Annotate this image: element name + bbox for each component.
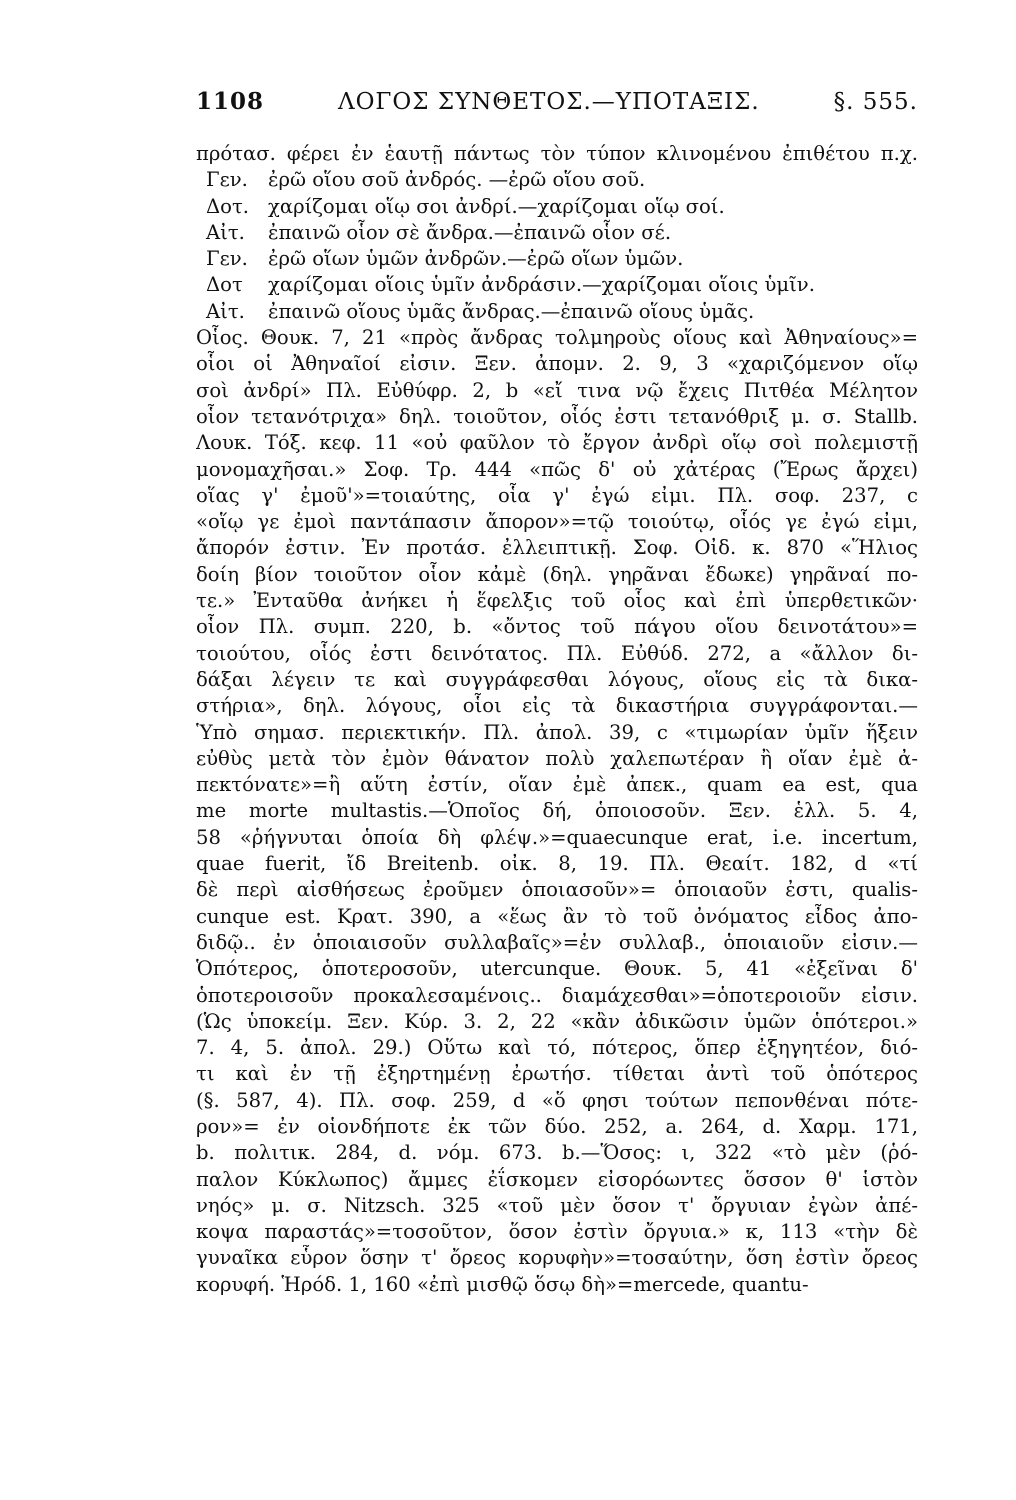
case-example: ἐπαινῶ οἵους ὑμᾶς ἄνδρας.—ἐπαινῶ οἵους ὑμᾶς. bbox=[268, 299, 755, 323]
text-line: 7. 4, 5. ἀπολ. 29.) Οὕτω καὶ τό, πότερος, ὅπερ ἐξηγητέον, διό- bbox=[196, 1036, 918, 1060]
text-line: δὲ περὶ αἰσθήσεως ἐροῦμεν ὁποιασοῦν»= ὁποιαοῦν ἐστι, qualis- bbox=[196, 878, 918, 902]
text-line: Οἷος. Θουκ. 7, 21 «πρὸς ἄνδρας τολμηροὺς οἵους καὶ Ἀθηναίους»= bbox=[196, 326, 918, 350]
text-line: διδῷ.. ἐν ὁποιαισοῦν συλλαβαῖς»=ἐν συλλαβ., ὁποιαιοῦν εἰσιν.— bbox=[196, 930, 918, 954]
paradigm-row bbox=[196, 299, 918, 325]
page-number: 1108 bbox=[196, 88, 265, 115]
case-example: χαρίζομαι οἵῳ σοι ἀνδρί.—χαρίζομαι οἵῳ σοί. bbox=[268, 194, 725, 218]
paradigm-row bbox=[196, 167, 918, 193]
text-line: παλον Κύκλωπος) ἄμμες ἐΐσκομεν εἰσορόωντες ὅσσον θ' ἱστὸν bbox=[196, 1167, 918, 1191]
text-line: δάξαι λέγειν τε καὶ συγγράφεσθαι λόγους, οἵους εἰς τὰ δικα- bbox=[196, 667, 918, 691]
intro-line: πρότασ. φέρει ἐν ἑαυτῇ πάντως τὸν τύπον κλινομένου ἐπιθέτου π.χ. bbox=[196, 142, 918, 165]
text-line: τοιούτου, οἷός ἐστι δεινότατος. Πλ. Εὐθύδ. 272, a «ἄλλον δι- bbox=[196, 641, 918, 665]
paradigm-row bbox=[196, 194, 918, 220]
case-label: Γεν. bbox=[206, 247, 248, 271]
text-line: ὁποτεροισοῦν προκαλεσαμένοις.. διαμάχεσθαι»=ὁποτεροιοῦν εἰσιν. bbox=[196, 983, 918, 1007]
text-line: εὐθὺς μετὰ τὸν ἐμὸν θάνατον πολὺ χαλεπωτέραν ἢ οἵαν ἐμὲ ἀ- bbox=[196, 746, 918, 770]
text-line: στήρια», δηλ. λόγους, οἷοι εἰς τὰ δικαστήρια συγγράφονται.— bbox=[196, 694, 918, 718]
text-line: ρον»= ἐν οἱονδήποτε ἐκ τῶν δύο. 252, a. 264, d. Χαρμ. 171, bbox=[196, 1114, 918, 1138]
paradigm-row bbox=[196, 246, 918, 272]
text-line: 58 «ῥήγνυται ὁποία δὴ φλέψ.»=quaecunque erat, i.e. incertum, bbox=[196, 825, 918, 849]
text-line: οἷοι οἱ Ἀθηναῖοί εἰσιν. Ξεν. ἀπομν. 2. 9, 3 «χαριζόμενον οἵῳ bbox=[196, 352, 918, 376]
text-line: μονομαχῆσαι.» Σοφ. Τρ. 444 «πῶς δ' οὐ χἀτέρας (Ἔρως ἄρχει) bbox=[196, 457, 918, 481]
text-line: (Ὡς ὑποκείμ. Ξεν. Κύρ. 3. 2, 22 «κἂν ἀδικῶσιν ὑμῶν ὁπότεροι.» bbox=[196, 1009, 918, 1033]
text-line: b. πολιτικ. 284, d. νόμ. 673. b.—Ὅσος: ι, 322 «τὸ μὲν (ῥό- bbox=[196, 1141, 918, 1165]
text-line: quae fuerit, ἴδ Breitenb. οἰκ. 8, 19. Πλ. Θεαίτ. 182, d «τί bbox=[196, 852, 918, 876]
case-example: χαρίζομαι οἵοις ὑμῖν ἀνδράσιν.—χαρίζομαι οἵοις ὑμῖν. bbox=[268, 273, 815, 297]
text-line: κοψα παραστάς»=τοσοῦτον, ὅσον ἐστὶν ὄργυια.» κ, 113 «τὴν δὲ bbox=[196, 1220, 918, 1244]
text-line: Ὑπὸ σημασ. περιεκτικήν. Πλ. ἀπολ. 39, c «τιμωρίαν ὑμῖν ἥξειν bbox=[196, 720, 918, 744]
text-line: κορυφή. Ἡρόδ. 1, 160 «ἐπὶ μισθῷ ὅσῳ δὴ»=mercede, quantu- bbox=[196, 1272, 809, 1296]
text-line: «οἵῳ γε ἐμοὶ παντάπασιν ἄπορον»=τῷ τοιούτῳ, οἷός γε ἐγώ εἰμι, bbox=[196, 510, 918, 534]
case-label: Αἰτ. bbox=[206, 299, 245, 323]
case-example: ἐπαινῶ οἷον σὲ ἄνδρα.—ἐπαινῶ οἷον σέ. bbox=[268, 220, 672, 244]
text-line: τι καὶ ἐν τῇ ἐξηρτημένῃ ἐρωτήσ. τίθεται ἀντὶ τοῦ ὁπότερος bbox=[196, 1062, 918, 1086]
text-body bbox=[196, 141, 918, 1298]
running-header bbox=[196, 88, 918, 115]
text-line: γυναῖκα εὗρον ὅσην τ' ὄρεος κορυφὴν»=τοσαύτην, ὅση ἐστὶν ὄρεος bbox=[196, 1246, 918, 1270]
text-line: οἷον Πλ. συμπ. 220, b. «ὄντος τοῦ πάγου οἵου δεινοτάτου»= bbox=[196, 615, 918, 639]
paradigm-row bbox=[196, 220, 918, 246]
text-line: οἷον τετανότριχα» δηλ. τοιοῦτον, οἷός ἐστι τετανόθριξ μ. σ. Stallb. bbox=[196, 404, 918, 428]
text-line: τε.» Ἐνταῦθα ἀνήκει ἡ ἕφελξις τοῦ οἷος καὶ ἐπὶ ὑπερθετικῶν· bbox=[196, 589, 918, 613]
case-example: ἐρῶ οἵου σοῦ ἀνδρός. —ἐρῶ οἵου σοῦ. bbox=[268, 168, 646, 192]
text-line: πεκτόνατε»=ἢ αὕτη ἐστίν, οἵαν ἐμὲ ἀπεκ., quam ea est, qua bbox=[196, 773, 918, 797]
case-paradigm bbox=[196, 167, 918, 325]
case-label: Γεν. bbox=[206, 168, 248, 192]
case-label: Δοτ. bbox=[206, 194, 250, 218]
case-label: Δοτ bbox=[206, 273, 243, 297]
text-line: cunque est. Κρατ. 390, a «ἕως ἂν τὸ τοῦ ὀνόματος εἶδος ἀπο- bbox=[196, 904, 918, 928]
text-line: νηός» μ. σ. Nitzsch. 325 «τοῦ μὲν ὅσον τ' ὄργυιαν ἐγὼν ἀπέ- bbox=[196, 1193, 918, 1217]
text-line: σοὶ ἀνδρί» Πλ. Εὐθύφρ. 2, b «εἴ τινα νῷ ἔχεις Πιτθέα Μέλητον bbox=[196, 378, 918, 402]
text-line: Ὁπότερος, ὁποτεροσοῦν, utercunque. Θουκ. 5, 41 «ἐξεῖναι δ' bbox=[196, 957, 918, 981]
paradigm-row bbox=[196, 272, 918, 298]
case-label: Αἰτ. bbox=[206, 220, 245, 244]
section-number: §. 555. bbox=[833, 89, 918, 115]
running-title: ΛΟΓΟΣ ΣΥΝΘΕΤΟΣ.—ΥΠΟΤΑΞΙΣ. bbox=[337, 89, 760, 115]
case-example: ἐρῶ οἵων ὑμῶν ἀνδρῶν.—ἐρῶ οἵων ὑμῶν. bbox=[268, 247, 684, 271]
text-line: Λουκ. Τόξ. κεφ. 11 «οὐ φαῦλον τὸ ἔργον ἀνδρὶ οἵῳ σοὶ πολεμιστῇ bbox=[196, 431, 918, 455]
text-line: δοίη βίον τοιοῦτον οἷον κἀμὲ (δηλ. γηρᾶναι ἔδωκε) γηρᾶναί πο- bbox=[196, 562, 918, 586]
text-line: (§. 587, 4). Πλ. σοφ. 259, d «ὅ φησι τούτων πεπονθέναι πότε- bbox=[196, 1088, 918, 1112]
text-line: me morte multastis.—Ὁποῖος δή, ὁποιοσοῦν. Ξεν. ἑλλ. 5. 4, bbox=[196, 799, 918, 823]
main-text bbox=[196, 325, 918, 1298]
text-line: οἵας γ' ἐμοῦ'»=τοιαύτης, οἷα γ' ἐγώ εἰμι. Πλ. σοφ. 237, c bbox=[196, 483, 918, 507]
text-line: ἄπορόν ἐστιν. Ἐν προτάσ. ἐλλειπτικῇ. Σοφ. Οἰδ. κ. 870 «Ἥλιος bbox=[196, 536, 918, 560]
